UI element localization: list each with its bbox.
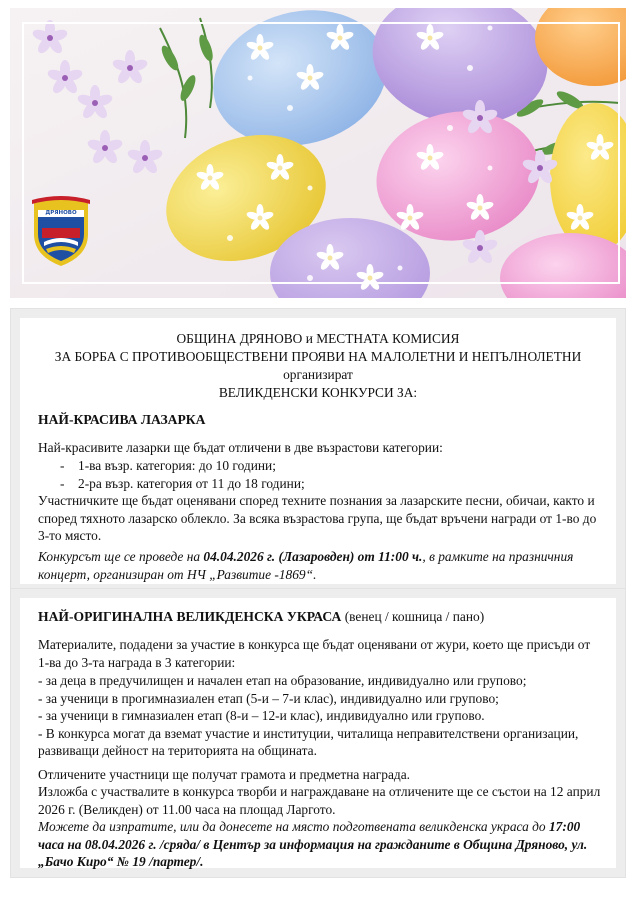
crest-label: ДРЯНОВО (45, 210, 77, 216)
announcement-panel-decoration (20, 598, 616, 868)
contest2-exhibition: Изложба с участвалите в конкурса творби и награждаване на отличените ще се състои на 12 април 2026 г. (Великден) от 11.00 часа на площад Ларгото. (38, 784, 601, 817)
contest1-note-suffix: , в рамките на празничния концерт, организиран от НЧ „Развитие -1869“. (38, 549, 574, 582)
contest2-deadline (38, 818, 602, 871)
contest2-item-4: - В конкурса могат да вземат участие и институции, читалища неправителствени организации, развиващи дейност на територията на общината. (38, 725, 579, 758)
contest2-items (38, 672, 602, 760)
contest1-note (38, 548, 602, 583)
contest2-item-1: - за деца в предучилищен и начален етап на образование, индивидуално или групово; (38, 673, 527, 688)
contest1-body: Участничките ще бъдат оценявани според техните познания за лазарските песни, обичаи, както и според тяхното лазарско облекло. За всяка възрастова група, ще бъдат връчени награди от 1-во до 3-то място. (38, 493, 597, 543)
drianovo-crest-logo (30, 194, 92, 268)
contest1-category-1: - 1-ва възр. категория: до 10 години; (38, 457, 602, 475)
organizer-line-3: организират (283, 367, 353, 382)
contest1-title: НАЙ-КРАСИВА ЛАЗАРКА (38, 412, 206, 427)
contest2-item-3: - за ученици в гимназиален етап (8-и – 12-и клас), индивидуално или групово. (38, 708, 485, 723)
contest2-intro: Материалите, подадени за участие в конкурса ще бъдат оценявани от жури, което ще присъди от 1-ва до 3-та награда в 3 категории: (38, 637, 591, 670)
easter-eggs-illustration (10, 8, 626, 298)
contest2-heading (38, 608, 602, 626)
contest1-note-date: 04.04.2026 г. (Лазаровден) от 11:00 ч. (203, 549, 423, 564)
contest1-category-2: - 2-ра възр. категория от 11 до 18 години; (38, 475, 602, 493)
organizer-line-2: ЗА БОРБА С ПРОТИВООБЩЕСТВЕНИ ПРОЯВИ НА МАЛОЛЕТНИ И НЕПЪЛНОЛЕТНИ (54, 349, 582, 364)
contest1-intro: Най-красивите лазарки ще бъдат отличени в две възрастови категории: (38, 440, 443, 455)
contests-heading: ВЕЛИКДЕНСКИ КОНКУРСИ ЗА: (218, 385, 418, 400)
easter-eggs-photo (10, 8, 626, 298)
contest2-subtitle: (венец / кошница / пано) (341, 609, 485, 624)
contest2-title: НАЙ-ОРИГИНАЛНА ВЕЛИКДЕНСКА УКРАСА (38, 609, 342, 624)
contest2-deadline-prefix: Можете да изпратите, или да донесете на място подготвената великденска украса до (38, 819, 549, 834)
organizer-line-1: ОБЩИНА ДРЯНОВО и МЕСТНАТА КОМИСИЯ (176, 331, 460, 346)
contest1-categories (38, 457, 602, 492)
contest1-note-prefix: Конкурсът ще се проведе на (38, 549, 204, 564)
contest2-deadline-details: 17:00 часа на 08.04.2026 г. /сряда/ в Център за информация на гражданите в Община Дряново, ул. „Бачо Киро“ № 19 /партер/. (38, 819, 588, 869)
contest2-item-2: - за ученици в прогимназиален етап (5-и – 7-и клас), индивидуално или групово; (38, 690, 499, 706)
announcement-panel-lazarka (20, 318, 616, 584)
contest2-awards: Отличените участници ще получат грамота и предметна награда. (38, 767, 411, 782)
